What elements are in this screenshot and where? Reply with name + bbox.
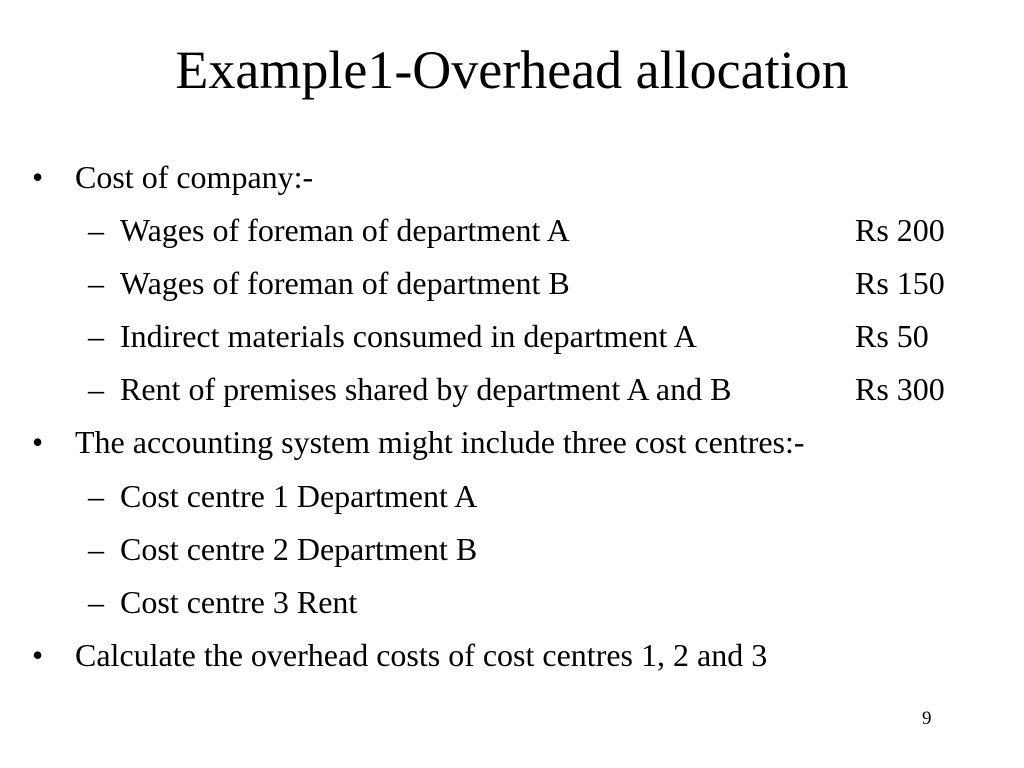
- dash-marker: –: [88, 318, 104, 354]
- sub-item-text: Wages of foreman of department B: [120, 265, 570, 301]
- sub-item-text: Rent of premises shared by department A and B: [120, 371, 732, 407]
- bullet-marker: •: [32, 637, 44, 673]
- bullet-marker: •: [32, 159, 44, 195]
- cost-amount: Rs 300: [855, 371, 945, 407]
- dash-marker: –: [88, 212, 104, 248]
- bullet-text: Calculate the overhead costs of cost centres 1, 2 and 3: [75, 637, 768, 673]
- sub-item-text: Wages of foreman of department A: [120, 212, 570, 248]
- cost-amount: Rs 50: [855, 318, 929, 354]
- sub-item-text: Cost centre 1 Department A: [120, 478, 478, 514]
- bullet-marker: •: [32, 424, 44, 460]
- cost-amount: Rs 200: [855, 212, 945, 248]
- sub-item-text: Cost centre 2 Department B: [120, 531, 478, 567]
- dash-marker: –: [88, 371, 104, 407]
- dash-marker: –: [88, 265, 104, 301]
- bullet-text: Cost of company:-: [75, 159, 314, 195]
- dash-marker: –: [88, 478, 104, 514]
- sub-item-text: Cost centre 3 Rent: [120, 584, 358, 620]
- bullet-text: The accounting system might include three cost centres:-: [75, 424, 805, 460]
- slide-title: Example1-Overhead allocation: [175, 40, 849, 100]
- sub-item-text: Indirect materials consumed in department A: [120, 318, 697, 354]
- dash-marker: –: [88, 531, 104, 567]
- dash-marker: –: [88, 584, 104, 620]
- cost-amount: Rs 150: [855, 265, 945, 301]
- page-number: 9: [922, 708, 932, 729]
